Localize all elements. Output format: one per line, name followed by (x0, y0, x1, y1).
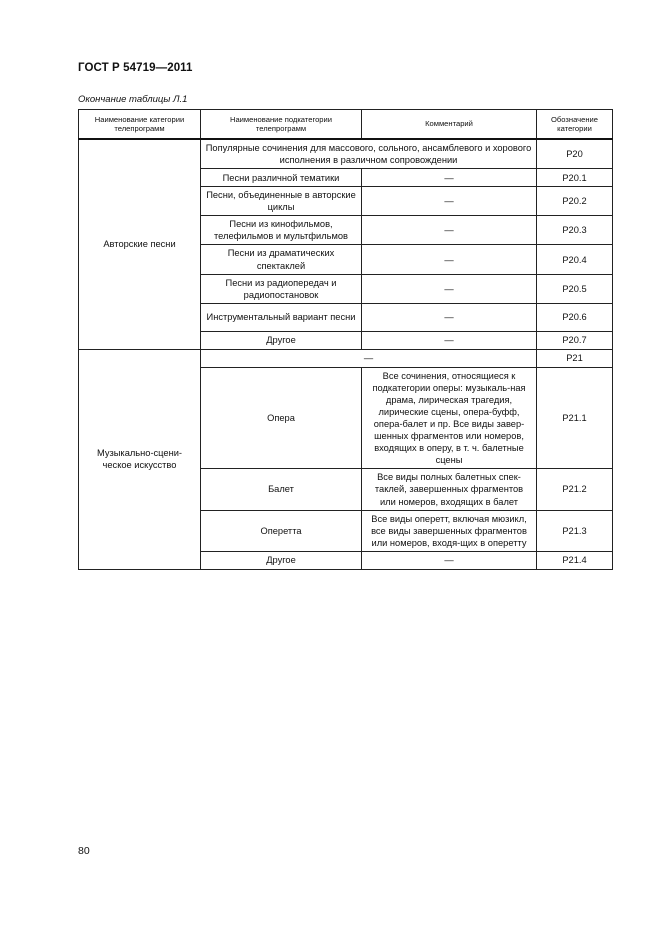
table-row (79, 139, 613, 169)
column-header-subcategory: Наименование подкатегории телепрограмм (201, 110, 362, 140)
column-header-category: Наименование категории телепрограмм (79, 110, 201, 140)
subcategory-name: Оперетта (201, 510, 362, 551)
category-description: Популярные сочинения для массового, сольного, ансамблевого и хорового исполнения в различном сопровождении (201, 139, 537, 169)
comment-cell: Все виды полных балетных спек-таклей, завершенных фрагментов или номеров, входящих в балет (362, 469, 537, 510)
category-table (78, 109, 613, 570)
subcategory-name: Другое (201, 331, 362, 349)
code-cell: Р20.3 (537, 216, 613, 245)
code-cell: Р21.4 (537, 551, 613, 569)
subcategory-name: Инструментальный вариант песни (201, 303, 362, 331)
document-id: ГОСТ Р 54719—2011 (78, 62, 193, 74)
code-cell: Р21.1 (537, 367, 613, 469)
subcategory-name: Песни различной тематики (201, 169, 362, 187)
subcategory-name: Песни, объединенные в авторские циклы (201, 187, 362, 216)
subcategory-name: Песни из драматических спектаклей (201, 245, 362, 274)
category-name: Музыкально-сцени-ческое искусство (79, 349, 201, 569)
code-cell: Р20.2 (537, 187, 613, 216)
subcategory-name: Другое (201, 551, 362, 569)
table-caption: Окончание таблицы Л.1 (78, 94, 188, 105)
comment-cell: — (362, 551, 537, 569)
comment-cell: Все сочинения, относящиеся к подкатегории оперы: музыкаль-ная драма, лирическая трагедия, лирические сцены, опера-буфф, опера-балет и пр. Все виды завер-шенных фрагментов или номеров, входящих в оперу, в т. ч. балетные сцены (362, 367, 537, 469)
column-header-comment: Комментарий (362, 110, 537, 140)
subcategory-name: Балет (201, 469, 362, 510)
code-cell: Р21.3 (537, 510, 613, 551)
column-header-code: Обозначение категории (537, 110, 613, 140)
table-header-row (79, 110, 613, 140)
code-cell: Р20.4 (537, 245, 613, 274)
comment-cell: — (362, 245, 537, 274)
category-name: Авторские песни (79, 139, 201, 349)
code-cell: Р20.6 (537, 303, 613, 331)
table-row (79, 349, 613, 367)
comment-cell: — (362, 187, 537, 216)
comment-cell: — (362, 303, 537, 331)
comment-cell: — (362, 169, 537, 187)
comment-cell: Все виды оперетт, включая мюзикл, все виды завершенных фрагментов или номеров, входя-щих в оперетту (362, 510, 537, 551)
category-description: — (201, 349, 537, 367)
code-cell: Р20.1 (537, 169, 613, 187)
category-code: Р20 (537, 139, 613, 169)
page-number: 80 (78, 845, 90, 857)
subcategory-name: Песни из радиопередач и радиопостановок (201, 274, 362, 303)
comment-cell: — (362, 331, 537, 349)
subcategory-name: Опера (201, 367, 362, 469)
comment-cell: — (362, 274, 537, 303)
category-code: Р21 (537, 349, 613, 367)
code-cell: Р21.2 (537, 469, 613, 510)
code-cell: Р20.5 (537, 274, 613, 303)
subcategory-name: Песни из кинофильмов, телефильмов и мультфильмов (201, 216, 362, 245)
comment-cell: — (362, 216, 537, 245)
code-cell: Р20.7 (537, 331, 613, 349)
